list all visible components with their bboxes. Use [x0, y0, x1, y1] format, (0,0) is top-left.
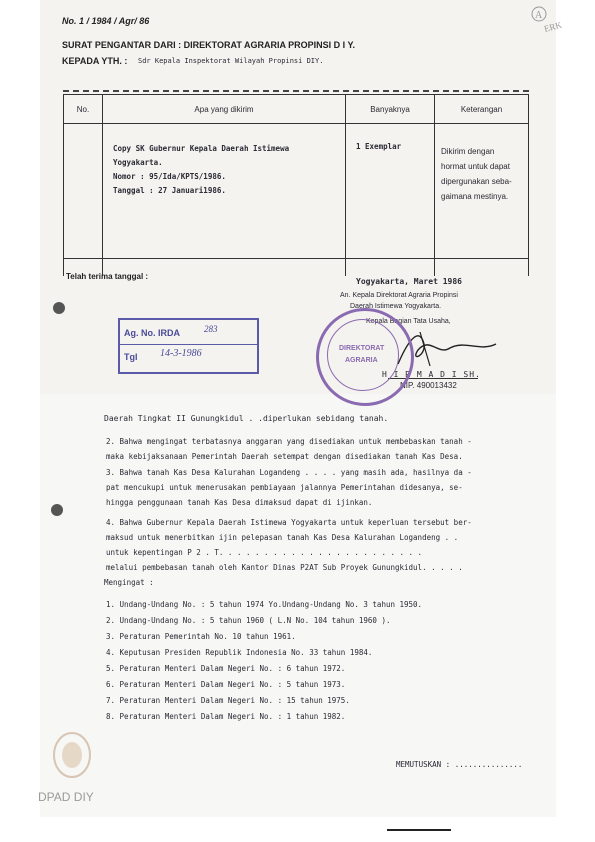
- cell-quantity: 1 Exemplar: [346, 124, 435, 277]
- cell-no: [64, 124, 103, 277]
- point-2: [106, 434, 472, 464]
- stamp-tgl-hw: 14-3-1986: [160, 348, 202, 359]
- point-line: melalui pembebasan tanah oleh Kantor Dinas P2AT Sub Proyek Gunungkidul. . . . .: [106, 563, 463, 572]
- note-line: hormat untuk dapat: [441, 162, 510, 171]
- col-item: Apa yang dikirim: [103, 95, 346, 124]
- point-line: untuk kepentingan P 2 . T. . . . . . . . . . . . . . . . . . . . . . .: [106, 548, 423, 557]
- point-line: 4. Bahwa Gubernur Kepala Daerah Istimewa Yogyakarta untuk keperluan tersebut ber-: [106, 518, 472, 527]
- stamp-tgl-label: Tgl: [124, 352, 138, 362]
- watermark-text: DPAD DIY: [38, 790, 94, 804]
- note-line: Dikirim dengan: [441, 147, 495, 156]
- body-line0: Daerah Tingkat II Gunungkidul . .diperlukan sebidang tanah.: [104, 414, 389, 423]
- svg-text:ERK: ERK: [542, 19, 563, 34]
- signatory-nip: NIP. 490013432: [400, 381, 457, 390]
- signatory-line3: Kepala Bagian Tata Usaha,: [366, 318, 451, 325]
- item-line: Nomor : 95/Ida/KPTS/1986.: [113, 172, 226, 181]
- stamp-divider: [120, 344, 257, 345]
- stamp-agenda-label: Ag. No. IRDA: [124, 328, 180, 338]
- item-line: Copy SK Gubernur Kepala Daerah Istimewa: [113, 144, 290, 153]
- signatory-line1: An. Kepala Direktorat Agraria Propinsi: [340, 292, 458, 299]
- recipient-label: KEPADA YTH. :: [62, 56, 128, 66]
- letter-title: SURAT PENGANTAR DARI : DIREKTORAT AGRARIA PROPINSI D I Y.: [62, 40, 356, 50]
- memutuskan-label: MEMUTUSKAN : ...............: [396, 760, 523, 769]
- reference-item: 5. Peraturan Menteri Dalam Negeri No. : 6 tahun 1972.: [106, 664, 346, 673]
- official-seal: [316, 308, 414, 406]
- item-line: Yogyakarta.: [113, 158, 163, 167]
- col-quantity: Banyaknya: [346, 95, 435, 124]
- letter-number: No. 1 / 1984 / Agr/ 86: [62, 16, 150, 26]
- reference-item: 8. Peraturan Menteri Dalam Negeri No. : 1 tahun 1982.: [106, 712, 346, 721]
- archive-emblem: [50, 730, 94, 780]
- table-top-rule: [63, 90, 529, 92]
- point-4: [106, 515, 472, 575]
- seal-text-top: DIREKTORAT: [339, 345, 385, 352]
- table-bottom-rule: [63, 258, 529, 259]
- col-no: No.: [64, 95, 103, 124]
- received-date-label: Telah terima tanggal :: [66, 272, 149, 281]
- point-3: [106, 465, 472, 510]
- cell-item: [103, 124, 346, 277]
- reference-item: 7. Peraturan Menteri Dalam Negeri No. : 15 tahun 1975.: [106, 696, 350, 705]
- cell-note: [435, 124, 529, 277]
- punch-hole: [51, 504, 63, 516]
- seal-text-bottom: AGRARIA: [345, 357, 378, 364]
- reference-item: 1. Undang-Undang No. : 5 tahun 1974 Yo.Undang-Undang No. 3 tahun 1950.: [106, 600, 423, 609]
- point-line: hingga penggunaan tanah Kas Desa dimaksud dapat di ijinkan.: [106, 498, 373, 507]
- note-line: gaimana mestinya.: [441, 192, 509, 201]
- stamp-agenda-hw: 283: [204, 324, 218, 334]
- references-list: [106, 597, 422, 725]
- point-line: maka kebijaksanaan Pemerintah Daerah setempat dengan disediakan tanah Kas Desa.: [106, 452, 463, 461]
- place-date: Yogyakarta, Maret 1986: [356, 277, 462, 286]
- item-line: Tanggal : 27 Januari1986.: [113, 186, 226, 195]
- recipient-value: Sdr Kepala Inspektorat Wilayah Propinsi DIY.: [138, 57, 324, 65]
- corner-handwritten-mark: [527, 4, 567, 44]
- svg-text:A: A: [535, 10, 543, 21]
- items-table: [63, 94, 529, 276]
- point-line: 3. Bahwa tanah Kas Desa Kalurahan Logandeng . . . . yang masih ada, hasilnya da -: [106, 468, 472, 477]
- agenda-stamp: [118, 318, 259, 374]
- seal-inner-ring: [327, 319, 399, 391]
- bottom-rule: [387, 829, 451, 831]
- reference-item: 4. Keputusan Presiden Republik Indonesia No. 33 tahun 1984.: [106, 648, 373, 657]
- mengingat-label: Mengingat :: [104, 578, 154, 587]
- point-line: maksud untuk menerbitkan ijin pelepasan tanah Kas Desa Kalurahan Logandeng . .: [106, 533, 459, 542]
- reference-item: 3. Peraturan Pemerintah No. 10 tahun 1961.: [106, 632, 296, 641]
- note-line: dipergunakan seba-: [441, 177, 512, 186]
- reference-item: 2. Undang-Undang No. : 5 tahun 1960 ( L.N No. 104 tahun 1960 ).: [106, 616, 391, 625]
- signatory-name: H I R M A D I SH.: [382, 370, 481, 379]
- reference-item: 6. Peraturan Menteri Dalam Negeri No. : 5 tahun 1973.: [106, 680, 346, 689]
- point-line: pat mencukupi untuk menerusakan pembiayaan jalannya Pemerintahan didesanya, se-: [106, 483, 463, 492]
- signatory-line2: Daerah Istimewa Yogyakarta.: [350, 303, 442, 310]
- point-line: 2. Bahwa mengingat terbatasnya anggaran yang disediakan untuk membebaskan tanah -: [106, 437, 472, 446]
- col-note: Keterangan: [435, 95, 529, 124]
- punch-hole: [53, 302, 65, 314]
